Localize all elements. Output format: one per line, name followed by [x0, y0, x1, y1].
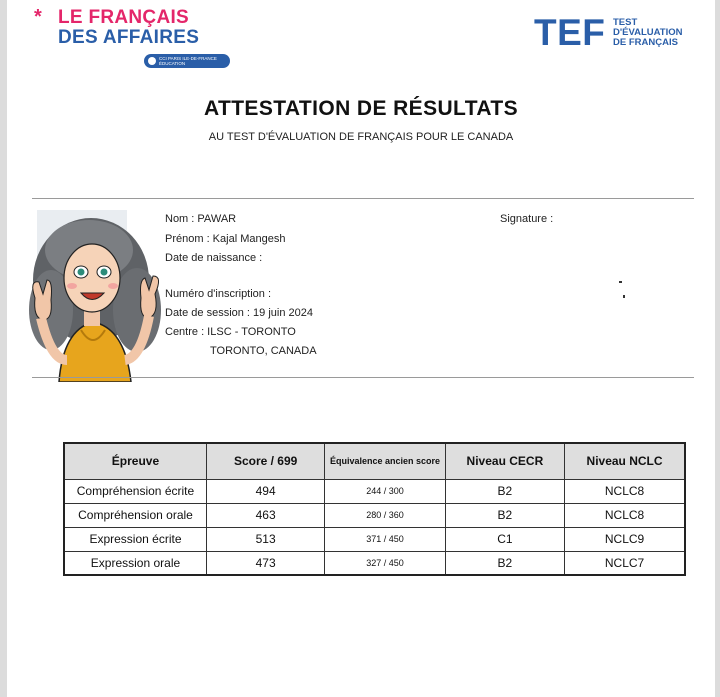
signature-label: Signature : [500, 213, 554, 225]
header-niveau-nclc: Niveau NCLC [565, 443, 685, 479]
session-date: Date de session : 19 juin 2024 [165, 307, 313, 319]
cell-epreuve: Expression écrite [64, 527, 206, 551]
tef-logo-mark: TEF [534, 12, 606, 53]
cci-logo-icon [148, 57, 156, 65]
cell-nclc: NCLC7 [565, 551, 685, 575]
cci-badge-text: CCI PARIS ILE-DE-FRANCE ÉDUCATION [159, 56, 217, 66]
header-equivalence: Équivalence ancien score [325, 443, 445, 479]
cell-equivalence: 371 / 450 [325, 527, 445, 551]
candidate-date-naissance: Date de naissance : [165, 252, 263, 264]
table-row [64, 551, 685, 575]
cell-equivalence: 327 / 450 [325, 551, 445, 575]
star-icon: * [34, 6, 42, 28]
cell-score: 494 [206, 479, 324, 503]
redaction-mark [619, 281, 622, 283]
cell-cecr: B2 [445, 479, 564, 503]
header-score: Score / 699 [206, 443, 324, 479]
header-niveau-cecr: Niveau CECR [445, 443, 564, 479]
table-row [64, 527, 685, 551]
cell-score: 463 [206, 503, 324, 527]
page-subtitle: AU TEST D'ÉVALUATION DE FRANÇAIS POUR LE CANADA [208, 131, 514, 143]
divider-bottom [32, 377, 694, 378]
results-table [63, 442, 686, 576]
cell-epreuve: Expression orale [64, 551, 206, 575]
cell-nclc: NCLC8 [565, 503, 685, 527]
cell-nclc: NCLC9 [565, 527, 685, 551]
candidate-nom: Nom : PAWAR [165, 213, 237, 225]
table-row [64, 503, 685, 527]
redaction-mark [623, 295, 625, 298]
results-header-row [64, 443, 685, 479]
cell-cecr: B2 [445, 551, 564, 575]
cell-epreuve: Compréhension écrite [64, 479, 206, 503]
divider-top [32, 198, 694, 199]
cell-epreuve: Compréhension orale [64, 503, 206, 527]
logo-line-1: LE FRANÇAIS [58, 7, 190, 28]
page-title: ATTESTATION DE RÉSULTATS [203, 97, 519, 120]
cell-equivalence: 280 / 360 [325, 503, 445, 527]
cell-nclc: NCLC8 [565, 479, 685, 503]
candidate-prenom: Prénom : Kajal Mangesh [165, 233, 286, 245]
cell-score: 513 [206, 527, 324, 551]
cell-cecr: C1 [445, 527, 564, 551]
cell-equivalence: 244 / 300 [325, 479, 445, 503]
cell-cecr: B2 [445, 503, 564, 527]
certificate-page [7, 0, 715, 697]
table-row [64, 479, 685, 503]
test-centre-city: TORONTO, CANADA [210, 345, 317, 357]
header-epreuve: Épreuve [64, 443, 206, 479]
cci-badge [144, 54, 230, 68]
logo-line-2: DES AFFAIRES [58, 27, 200, 48]
test-centre: Centre : ILSC - TORONTO [165, 326, 296, 338]
tef-logo-text: TEST D'ÉVALUATION DE FRANÇAIS [613, 17, 683, 48]
cell-score: 473 [206, 551, 324, 575]
cartoon-avatar-sticker [29, 210, 171, 382]
candidate-inscription: Numéro d'inscription : [165, 288, 272, 300]
